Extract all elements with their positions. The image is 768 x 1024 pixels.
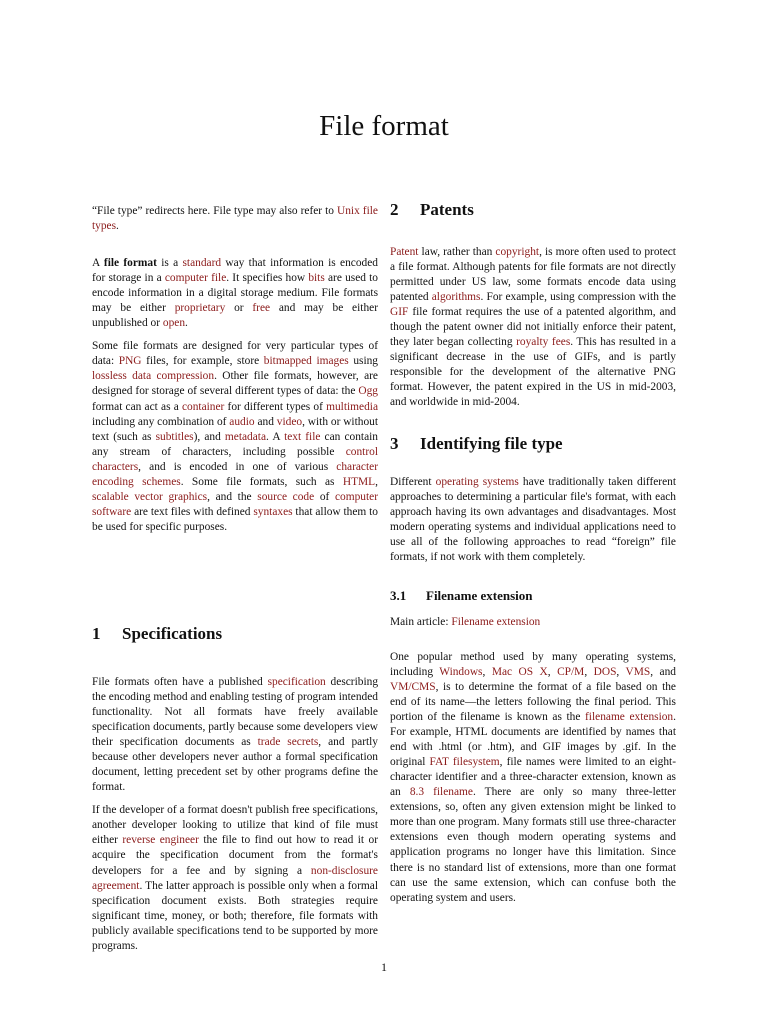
link-bits[interactable]: bits bbox=[308, 272, 325, 285]
intro-paragraph-2: Some file formats are designed for very particular types of data: PNG files, for example, store bitmapped images using lossless data compression. Other file formats, however, are designed for storage of several different types of data: the Ogg format can act as a container for different types of multimedia including any combination of audio and video, with or without text (such as subtitles), and metadata. A text file can contain any stream of characters, including possible control characters, and is encoded in one of various character encoding schemes. Some file formats, such as HTML, scalable vector graphics, and the source code of computer software are text files with defined syntaxes that allow them to be used for specific purposes. bbox=[92, 340, 379, 533]
link-mac-os-x[interactable]: Mac OS X bbox=[491, 665, 548, 678]
identifying-paragraph: Different operating systems have traditionally taken different approaches to determining a particular file's format, with each approach having its own advantages and disadvantages. Most modern operating systems and individual applications need to use all of the following approaches to read “foreign” file formats, if not work with them completely. bbox=[390, 475, 676, 563]
intro-paragraph-1: A file format is a standard way that information is encoded for storage in a computer file. It specifies how bits are used to encode information in a digital storage medium. File formats may be either proprietary or free and may be either unpublished or open. bbox=[92, 257, 379, 330]
filename-extension-paragraph: One popular method used by many operating systems, including Windows, Mac OS X, CP/M, DOS, VMS, and VM/CMS, is to determine the format of a file based on the end of its name—the letters following the final period. This portion of the filename is known as the filename extension. For example, HTML documents are identified by names that end with .html (or .htm), and GIF images by .gif. In the original FAT filesystem, file names were limited to an eight-character identifier and a three-character extension, known as an 8.3 filename. There are only so many three-letter extensions, so, often any given extension might be linked to more than one program. Many formats still use three-character extensions even though modern operating systems and application programs no longer have this limitation. Since there is no standard list of extensions, more than one format can use the same extension, which can confuse both the operating system and users. bbox=[390, 650, 677, 904]
link-ogg[interactable]: Ogg bbox=[358, 385, 378, 398]
link-8-3-filename[interactable]: 8.3 filename bbox=[409, 786, 473, 799]
link-character-encoding-schemes[interactable]: character encoding schemes bbox=[92, 460, 378, 488]
link-unix-file-types[interactable]: Unix file types bbox=[92, 205, 378, 233]
link-copyright[interactable]: copyright bbox=[495, 246, 540, 258]
link-computer-software[interactable]: computer software bbox=[92, 490, 379, 518]
link-png[interactable]: PNG bbox=[118, 355, 142, 368]
specifications-paragraph-2: If the developer of a format doesn't publish free specifications, another developer looking to utilize that kind of file must either reverse engineer the file to find out how to read it or acquire the specification document from the format's developers for a fee and by signing a non-disclosure agreement. The latter approach is possible only when a formal specification document exists. Both strategies require significant time, money, or both; therefore, file formats with publicly available specifications tend to be supported by more programs. bbox=[92, 804, 378, 952]
specifications-paragraph-1: File formats often have a published specification describing the encoding method and enabling testing of program intended functionality. Not all formats have freely available specification documents, partly because some developers view their specification documents as trade secrets, and partly because other developers never author a formal specification document, letting precedent set by other programs define the format. bbox=[92, 675, 379, 794]
link-operating-systems[interactable]: operating systems bbox=[435, 475, 519, 488]
link-cpm[interactable]: CP/M bbox=[557, 665, 585, 678]
link-algorithms[interactable]: algorithms bbox=[431, 291, 481, 304]
link-vm-cms[interactable]: VM/CMS bbox=[390, 680, 436, 693]
link-computer-file[interactable]: computer file bbox=[164, 272, 227, 285]
link-reverse-engineer[interactable]: reverse engineer bbox=[122, 834, 199, 847]
link-royalty-fees[interactable]: royalty fees bbox=[516, 336, 571, 349]
link-non-disclosure-agreement[interactable]: non-disclosure agreement bbox=[92, 864, 378, 892]
link-bitmapped-images[interactable]: bitmapped images bbox=[263, 355, 349, 368]
page-number: 1 bbox=[381, 960, 387, 974]
section-heading-specifications: 1 Specifications bbox=[92, 623, 223, 643]
section-heading-patents: 2 Patents bbox=[390, 200, 474, 219]
patents-paragraph: Patent law, rather than copyright, is more often used to protect a file format. Although patents for file formats are not directly permitted under US law, some formats encode data using patented algorithms. For example, using compression with the GIF file format requires the use of a patented algorithm, and though the patent owner did not initially enforce their patent, they later began collecting royalty fees. This has resulted in a significant decrease in the use of GIFs, and is partly responsible for the development of the alternative PNG format. However, the patent expired in the US in mid-2003, and worldwide in mid-2004. bbox=[390, 246, 676, 409]
link-specification[interactable]: specification bbox=[267, 675, 326, 688]
link-free[interactable]: free bbox=[252, 302, 271, 315]
link-control-characters[interactable]: control characters bbox=[92, 445, 378, 473]
link-lossless-data-compression[interactable]: lossless data compression bbox=[92, 370, 215, 383]
section-heading-identifying-file-type: 3 Identifying file type bbox=[390, 433, 563, 453]
link-open[interactable]: open bbox=[162, 317, 186, 330]
link-windows[interactable]: Windows bbox=[439, 665, 483, 678]
main-article-note: Main article: Filename extension bbox=[390, 615, 541, 628]
hatnote: “File type” redirects here. File type may also refer to Unix file types. bbox=[92, 205, 378, 233]
link-trade-secrets[interactable]: trade secrets bbox=[257, 736, 319, 749]
page-title: File format bbox=[319, 110, 449, 142]
link-scalable-vector-graphics[interactable]: scalable vector graphics bbox=[92, 490, 208, 503]
link-audio[interactable]: audio bbox=[229, 415, 255, 428]
link-gif[interactable]: GIF bbox=[390, 306, 409, 319]
link-syntaxes[interactable]: syntaxes bbox=[253, 505, 293, 518]
link-standard[interactable]: standard bbox=[182, 257, 222, 270]
link-video[interactable]: video bbox=[276, 415, 303, 428]
subsection-heading-filename-extension: 3.1 Filename extension bbox=[390, 587, 533, 603]
link-html[interactable]: HTML bbox=[342, 475, 376, 488]
link-filename-extension-article[interactable]: Filename extension bbox=[451, 615, 541, 628]
link-source-code[interactable]: source code bbox=[257, 490, 315, 503]
link-text-file[interactable]: text file bbox=[284, 430, 321, 443]
link-multimedia[interactable]: multimedia bbox=[326, 400, 379, 413]
link-proprietary[interactable]: proprietary bbox=[174, 302, 226, 315]
link-container[interactable]: container bbox=[181, 400, 225, 413]
link-metadata[interactable]: metadata bbox=[224, 430, 267, 443]
link-fat-filesystem[interactable]: FAT filesystem bbox=[429, 756, 500, 769]
right-column bbox=[390, 199, 676, 914]
link-dos[interactable]: DOS bbox=[593, 665, 617, 678]
left-column bbox=[92, 204, 378, 962]
link-vms[interactable]: VMS bbox=[625, 665, 651, 678]
link-filename-extension[interactable]: filename extension bbox=[585, 711, 674, 724]
link-patent[interactable]: Patent bbox=[390, 246, 419, 258]
link-subtitles[interactable]: subtitles bbox=[155, 430, 194, 443]
